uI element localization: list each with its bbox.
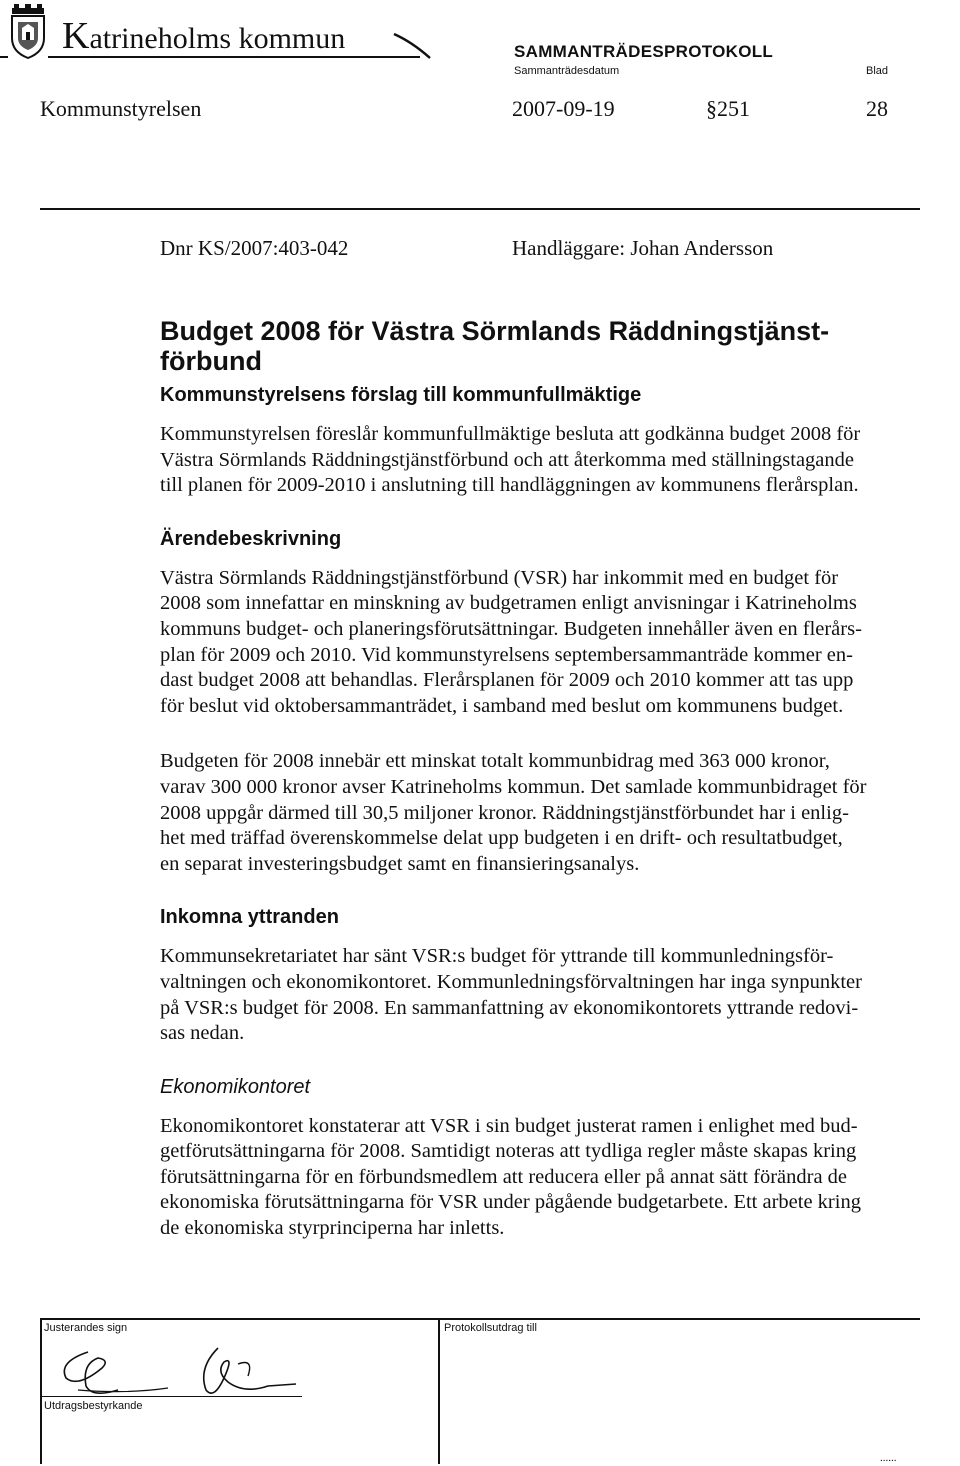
section-heading-description: Ärendebeskrivning: [160, 527, 342, 550]
case-number: Dnr KS/2007:403-042: [160, 236, 349, 260]
proposal-paragraph: [160, 422, 920, 499]
text-line: Kommunstyrelsen föreslår kommunfullmäktige besluta att godkänna budget 2008 för: [160, 423, 861, 445]
header-rule-left: [0, 56, 8, 58]
text-line: dast budget 2008 att behandlas. Flerårsplanen för 2009 och 2010 kommer att tas upp: [160, 669, 854, 692]
text-line: Budgeten för 2008 innebär ett minskat totalt kommunbidrag med 363 000 kronor,: [160, 750, 830, 773]
text-line: sas nedan.: [160, 1022, 245, 1045]
text-line: på VSR:s budget för 2008. En sammanfattning av ekonomikontorets yttrande redovi-: [160, 996, 859, 1019]
responses-paragraph: [160, 944, 920, 1046]
document-body: [160, 316, 920, 1242]
case-handler: Handläggare: Johan Andersson: [512, 236, 774, 260]
document-title: [160, 316, 920, 376]
page-number: 28: [866, 96, 888, 121]
committee-name: Kommunstyrelsen: [40, 96, 202, 121]
handwritten-signatures: [48, 1338, 308, 1408]
sign-label: Justerandes sign: [44, 1322, 128, 1334]
text-line: Västra Sörmlands Räddningstjänstförbund och att återkomma med ställningstagande: [160, 448, 855, 471]
text-line: valtningen och ekonomikontoret. Kommunledningsförvaltningen har inga synpunkter: [160, 970, 862, 993]
text-line: ekonomiska förutsättningarna för VSR under pågående budgetarbete. Ett arbete kring: [160, 1191, 861, 1214]
section-heading-responses: Inkomna yttranden: [160, 906, 339, 929]
description-paragraph-2: [160, 749, 920, 877]
extract-label: Protokollsutdrag till: [444, 1322, 537, 1334]
text-line: till planen för 2009-2010 i anslutning till handläggningen av kommunens flerårsplan.: [160, 474, 859, 497]
text-line: för beslut vid oktobersammanträdet, i samband med beslut om kommunens budget.: [160, 694, 844, 717]
meeting-date-label: Sammanträdesdatum: [514, 65, 620, 77]
text-line: Västra Sörmlands Räddningstjänstförbund (VSR) har inkommit med en budget för: [160, 566, 839, 589]
municipal-crest-icon: [8, 4, 48, 60]
certifier-label: Utdragsbestyrkande: [44, 1400, 143, 1412]
text-line: kommuns budget- och planeringsförutsättningar. Budgeten innehåller även en flerårs-: [160, 617, 862, 640]
text-line: förutsättningarna för en förbundsmedlem att reducera eller på annat sätt förändra de: [160, 1165, 848, 1188]
description-paragraph-1: [160, 566, 920, 720]
section-heading-finance: Ekonomikontoret: [160, 1075, 311, 1098]
text-line: en separat investeringsbudget samt en finansieringsanalys.: [160, 852, 640, 875]
organization-title: [62, 16, 345, 59]
title-underline-stroke: [392, 30, 436, 62]
text-line: plan för 2009 och 2010. Vid kommunstyrelsens septembersammanträde kommer en-: [160, 643, 853, 666]
document-type: SAMMANTRÄDESPROTOKOLL: [514, 42, 774, 61]
document-title-line: Budget 2008 för Västra Sörmlands Räddningstjänst-: [160, 316, 830, 346]
text-line: Ekonomikontoret konstaterar att VSR i sin budget justerat ramen i enlighet med bud-: [160, 1114, 858, 1137]
text-line: 2008 uppgår därmed till 30,5 miljoner kronor. Räddningstjänstförbundet har i enlig-: [160, 801, 849, 824]
organization-name: atrineholms kommun: [89, 22, 346, 55]
signature-box-divider: [438, 1318, 440, 1464]
text-line: getförutsättningarna för 2008. Samtidigt noteras att tydliga regler måste skapas kring: [160, 1140, 857, 1163]
page-label: Blad: [866, 65, 889, 77]
text-line: het med träffad överenskommelse delat upp budgeten i en drift- och resultatbudget,: [160, 827, 843, 850]
section-heading-proposal: Kommunstyrelsens förslag till kommunfullmäktige: [160, 384, 642, 406]
text-line: de ekonomiska styrprinciperna har inletts.: [160, 1217, 505, 1240]
paragraph-number: §251: [706, 96, 750, 121]
document-title-line: förbund: [160, 346, 262, 376]
text-line: 2008 som innefattar en minskning av budgetramen enligt anvisningar i Katrineholms: [160, 592, 857, 615]
header-divider: [40, 208, 920, 210]
text-line: varav 300 000 kronor avser Katrineholms kommun. Det samlade kommunbidraget för: [160, 775, 867, 798]
organization-initial: K: [62, 15, 90, 57]
text-line: Kommunsekretariatet har sänt VSR:s budget för yttrande till kommunledningsför-: [160, 945, 834, 968]
meeting-date: 2007-09-19: [512, 96, 615, 121]
trailing-dots: ......: [880, 1452, 897, 1464]
finance-paragraph: [160, 1114, 920, 1242]
certifier-line: [42, 1396, 302, 1397]
